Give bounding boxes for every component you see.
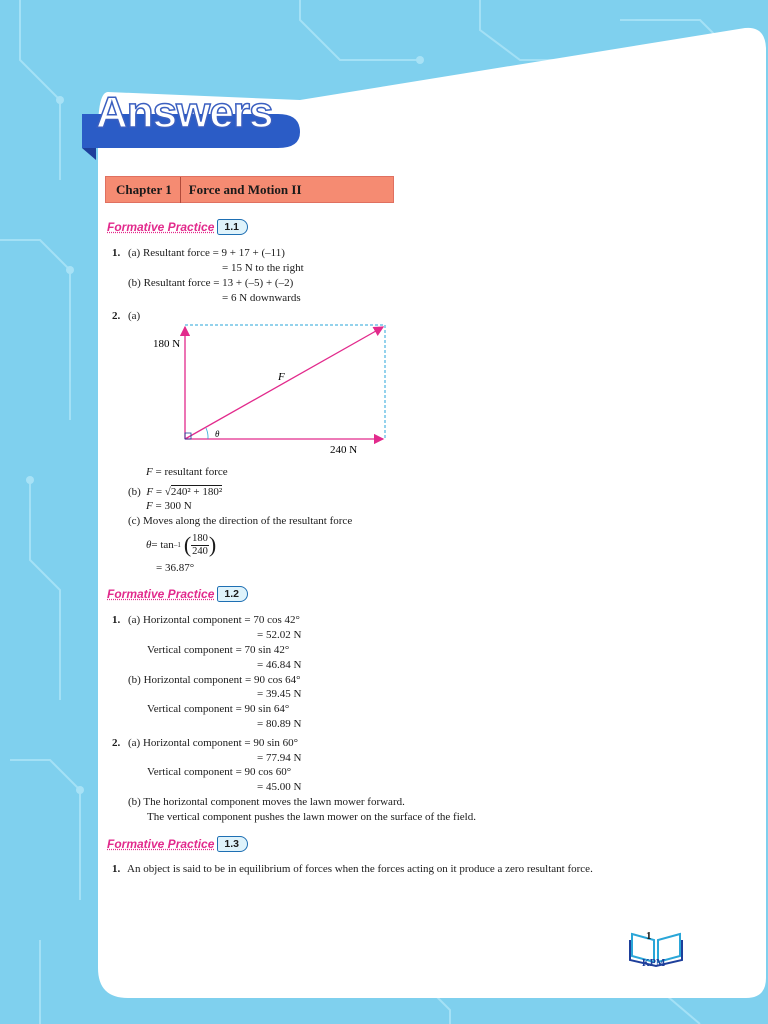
numerator: 180 [192,532,208,544]
answer-line: = 36.87° [156,562,195,574]
chapter-title: Force and Motion II [188,182,302,197]
answer-line: An object is said to be in equilibrium of forces when the forces acting on it produce a zero resultant force. [127,863,593,875]
question-number: 1. [112,863,121,875]
question-number: 2. [112,737,121,749]
resultant-force-arrow [185,327,383,439]
answer-line [128,485,222,499]
answer-line: = 45.00 N [257,781,302,793]
symbol-F: F [146,466,153,478]
part-label: (b) [128,486,141,498]
inverse-superscript: –1 [173,541,181,549]
right-paren-icon: ) [208,532,217,557]
answer-line: Vertical component = 90 cos 60° [147,766,292,778]
section-badge: 1.2 [217,586,248,602]
tan-text: = tan [151,539,174,551]
answer-line [146,499,192,513]
answer-line: (a) Horizontal component = 70 cos 42° [128,614,300,626]
page-title: Answers [96,88,273,137]
section-label: Formative Practice [107,220,215,234]
section-badge: 1.3 [217,836,248,852]
answer-line: = 77.94 N [257,752,302,764]
radicand: 240² + 180² [170,486,223,498]
question-number: 2. [112,310,121,322]
answer-line: (b) Resultant force = 13 + (–5) + (–2) [128,277,294,289]
publisher-label: KPM [642,958,666,969]
answer-line: = 80.89 N [257,718,302,730]
equals-sign: = [153,486,165,498]
section-header-1-3 [107,835,248,853]
symbol-F: F [146,500,153,512]
answer-line: = 15 N to the right [222,262,304,274]
vertical-force-label: 180 N [153,338,181,350]
answer-line: (b) The horizontal component moves the lawn mower forward. [128,796,405,808]
symbol-F: F [146,486,154,498]
result-text: = 300 N [152,500,192,512]
denominator: 240 [192,545,208,557]
horizontal-force-label: 240 N [330,444,358,456]
answer-line: (c) Moves along the direction of the resultant force [128,515,353,527]
symbol-theta: θ [146,539,152,551]
section-header-1-2 [107,585,248,603]
answer-line: Vertical component = 90 sin 64° [147,703,290,715]
angle-formula [146,530,216,560]
answer-line: (a) Horizontal component = 90 sin 60° [128,737,299,749]
chapter-number: Chapter 1 [116,182,172,197]
chapter-divider [180,177,181,203]
angle-arc [206,428,208,439]
answer-line: = 39.45 N [257,688,302,700]
section-label: Formative Practice [107,587,215,601]
answer-line: The vertical component pushes the lawn mower on the surface of the field. [147,811,476,823]
answer-line: (a) Resultant force = 9 + 17 + (–11) [128,247,285,259]
answer-line: (a) [128,310,141,322]
left-paren-icon: ( [183,532,192,557]
answer-line [146,465,228,479]
answer-line: (b) Horizontal component = 90 cos 64° [128,674,301,686]
definition-text: = resultant force [152,466,228,478]
question-number: 1. [112,614,121,626]
question-number: 1. [112,247,121,259]
answers-banner [82,86,302,162]
chapter-header [105,176,394,203]
angle-label: θ [215,429,220,439]
answer-line: = 52.02 N [257,629,302,641]
section-badge: 1.1 [217,219,248,235]
section-label: Formative Practice [107,837,215,851]
fraction [191,533,209,558]
answer-line: = 46.84 N [257,659,302,671]
answer-line: = 6 N downwards [222,292,301,304]
page-number: 1 [646,930,652,942]
resultant-label: F [278,371,285,383]
force-vector-diagram [140,316,400,461]
sqrt-icon: √ [164,486,171,498]
section-header-1-1 [107,218,248,236]
answer-line: Vertical component = 70 sin 42° [147,644,290,656]
